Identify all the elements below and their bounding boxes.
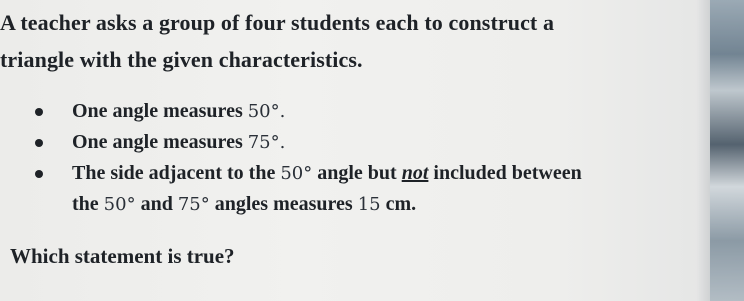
- edge-shadow: [696, 0, 710, 301]
- angle-value: 50°.: [247, 101, 286, 122]
- intro-line-2: triangle with the given characteristics.: [0, 47, 363, 72]
- bullet-icon: [35, 139, 43, 147]
- bullet-text: the: [72, 193, 104, 215]
- problem-intro: [0, 4, 700, 78]
- bullet-text: and: [135, 193, 178, 215]
- bullet-text: The side adjacent to the: [72, 162, 281, 184]
- length-value: 15: [357, 194, 381, 215]
- background-edge: [710, 0, 744, 301]
- bullet-text: One angle measures: [72, 131, 248, 153]
- bullet-icon: [35, 108, 43, 116]
- bullet-icon: [35, 170, 43, 178]
- list-item: [30, 127, 690, 158]
- angle-value: 50°: [103, 194, 136, 215]
- bullet-text: angles measures: [209, 193, 358, 215]
- intro-line-1: A teacher asks a group of four students each to construct a: [0, 10, 555, 35]
- question-prompt: Which statement is true?: [10, 244, 235, 268]
- bullet-text: angle but: [312, 162, 402, 184]
- list-item-continuation: [30, 189, 690, 220]
- bullet-text: included between: [428, 162, 582, 184]
- emphasis-not: not: [401, 162, 429, 184]
- list-item: [30, 96, 690, 127]
- list-item: [30, 158, 690, 189]
- angle-value: 50°: [280, 163, 313, 184]
- characteristics-list: [30, 96, 690, 220]
- angle-value: 75°.: [247, 132, 286, 153]
- angle-value: 75°: [177, 194, 210, 215]
- bullet-text: cm.: [380, 193, 417, 215]
- bullet-text: One angle measures: [72, 100, 248, 122]
